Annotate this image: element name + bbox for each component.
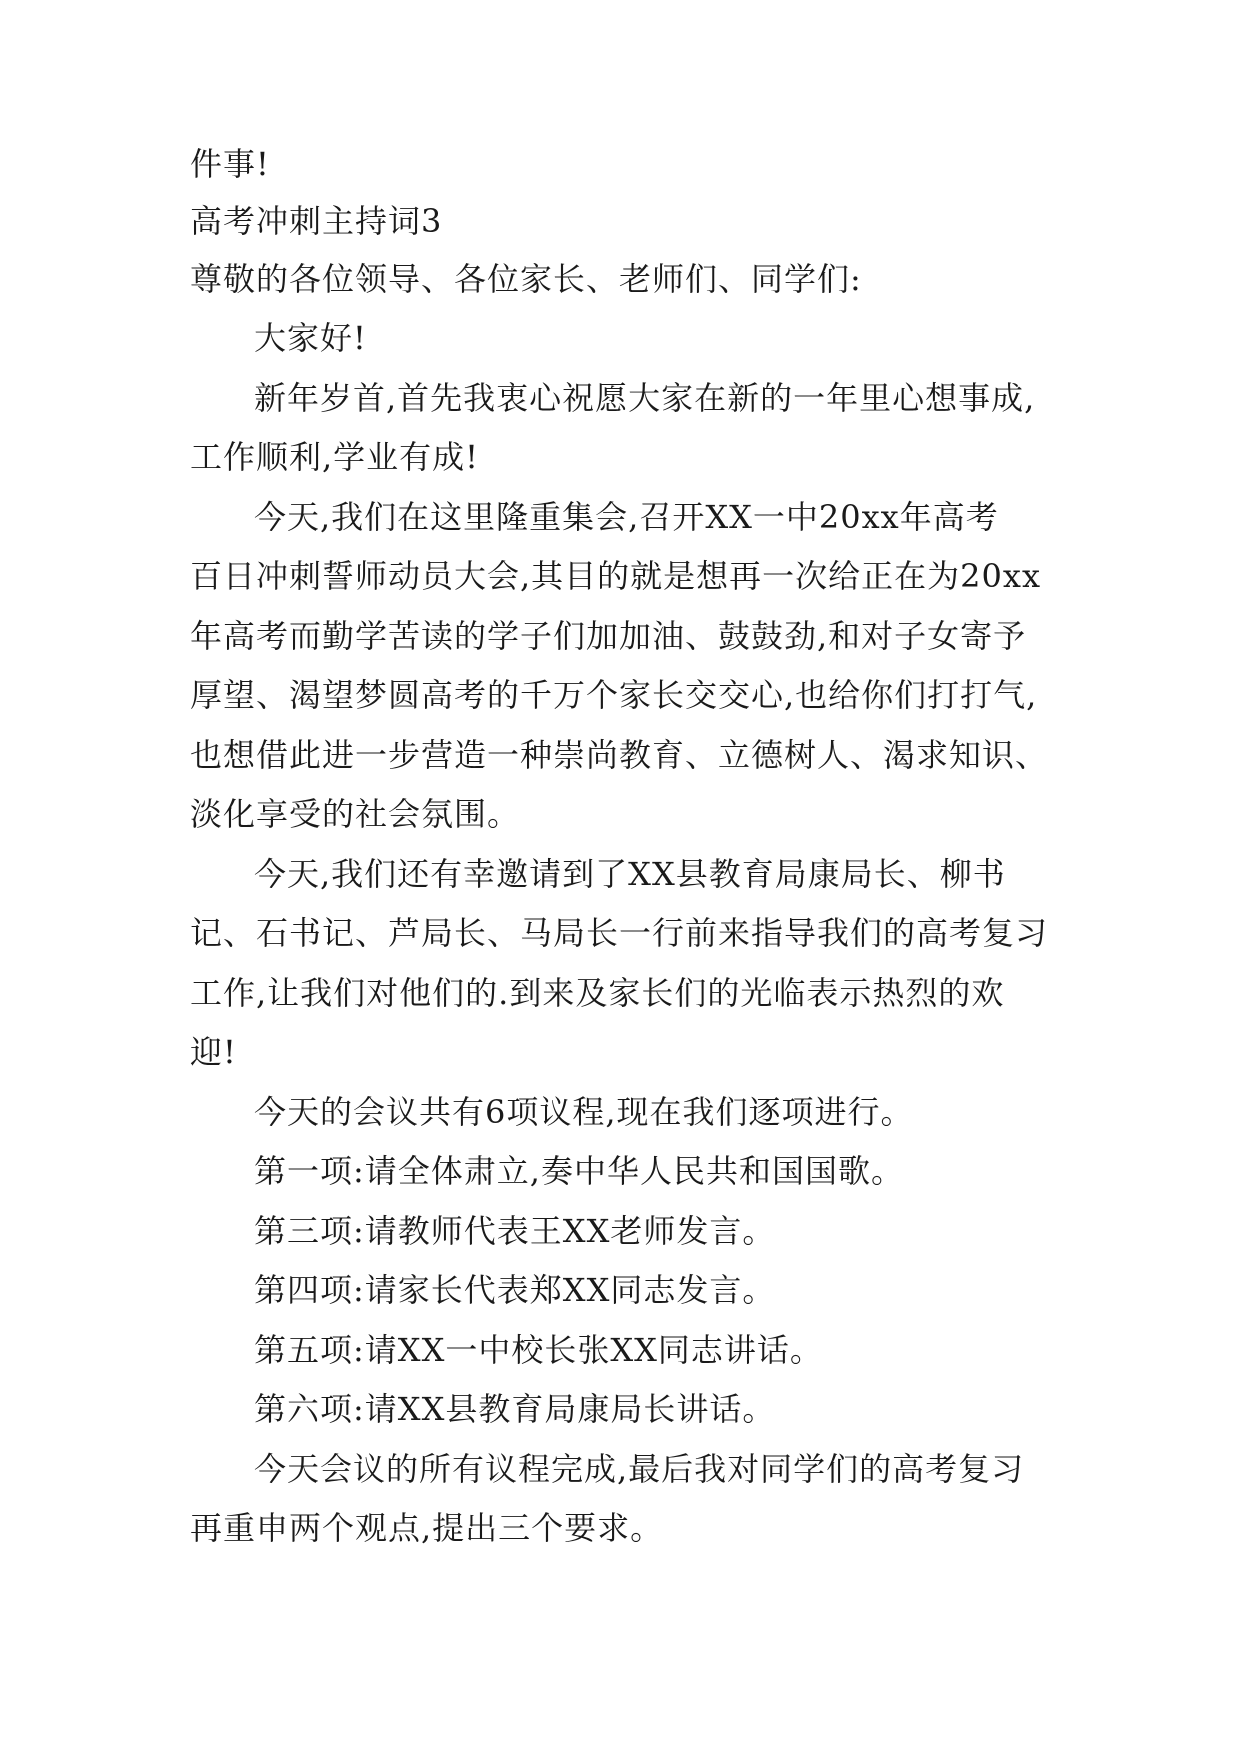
text-line: 年高考而勤学苦读的学子们加加油、鼓鼓劲,和对子女寄予 (190, 617, 1027, 655)
text-line: 件事! (190, 145, 270, 183)
text-line: 记、石书记、芦局长、马局长一行前来指导我们的高考复习 (190, 914, 1049, 952)
agenda-item: 第一项:请全体肃立,奏中华人民共和国国歌。 (254, 1152, 904, 1190)
text-line: 再重申两个观点,提出三个要求。 (190, 1509, 664, 1547)
text-line: 今天会议的所有议程完成,最后我对同学们的高考复习 (254, 1450, 1025, 1488)
agenda-item: 第四项:请家长代表郑XX同志发言。 (254, 1271, 776, 1309)
greeting-line: 大家好! (254, 319, 367, 357)
text-line: 迎! (190, 1033, 237, 1071)
agenda-item: 第三项:请教师代表王XX老师发言。 (254, 1212, 776, 1250)
salutation-line: 尊敬的各位领导、各位家长、老师们、同学们: (190, 260, 862, 298)
text-line: 新年岁首,首先我衷心祝愿大家在新的一年里心想事成, (254, 379, 1036, 417)
agenda-item: 第五项:请XX一中校长张XX同志讲话。 (254, 1331, 823, 1369)
text-line: 工作,让我们对他们的.到来及家长们的光临表示热烈的欢 (190, 974, 1005, 1012)
text-line: 淡化享受的社会氛围。 (190, 795, 521, 833)
section-title: 高考冲刺主持词3 (190, 202, 443, 240)
text-line: 今天,我们在这里隆重集会,召开XX一中20xx年高考 (254, 498, 999, 536)
agenda-intro-line: 今天的会议共有6项议程,现在我们逐项进行。 (254, 1093, 914, 1131)
text-line: 工作顺利,学业有成! (190, 438, 480, 476)
agenda-item: 第六项:请XX县教育局康局长讲话。 (254, 1390, 776, 1428)
text-line: 百日冲刺誓师动员大会,其目的就是想再一次给正在为20xx (190, 557, 1041, 595)
text-line: 厚望、渴望梦圆高考的千万个家长交交心,也给你们打打气, (190, 676, 1038, 714)
text-line: 也想借此进一步营造一种崇尚教育、立德树人、渴求知识、 (190, 736, 1049, 774)
text-line: 今天,我们还有幸邀请到了XX县教育局康局长、柳书 (254, 855, 1006, 893)
